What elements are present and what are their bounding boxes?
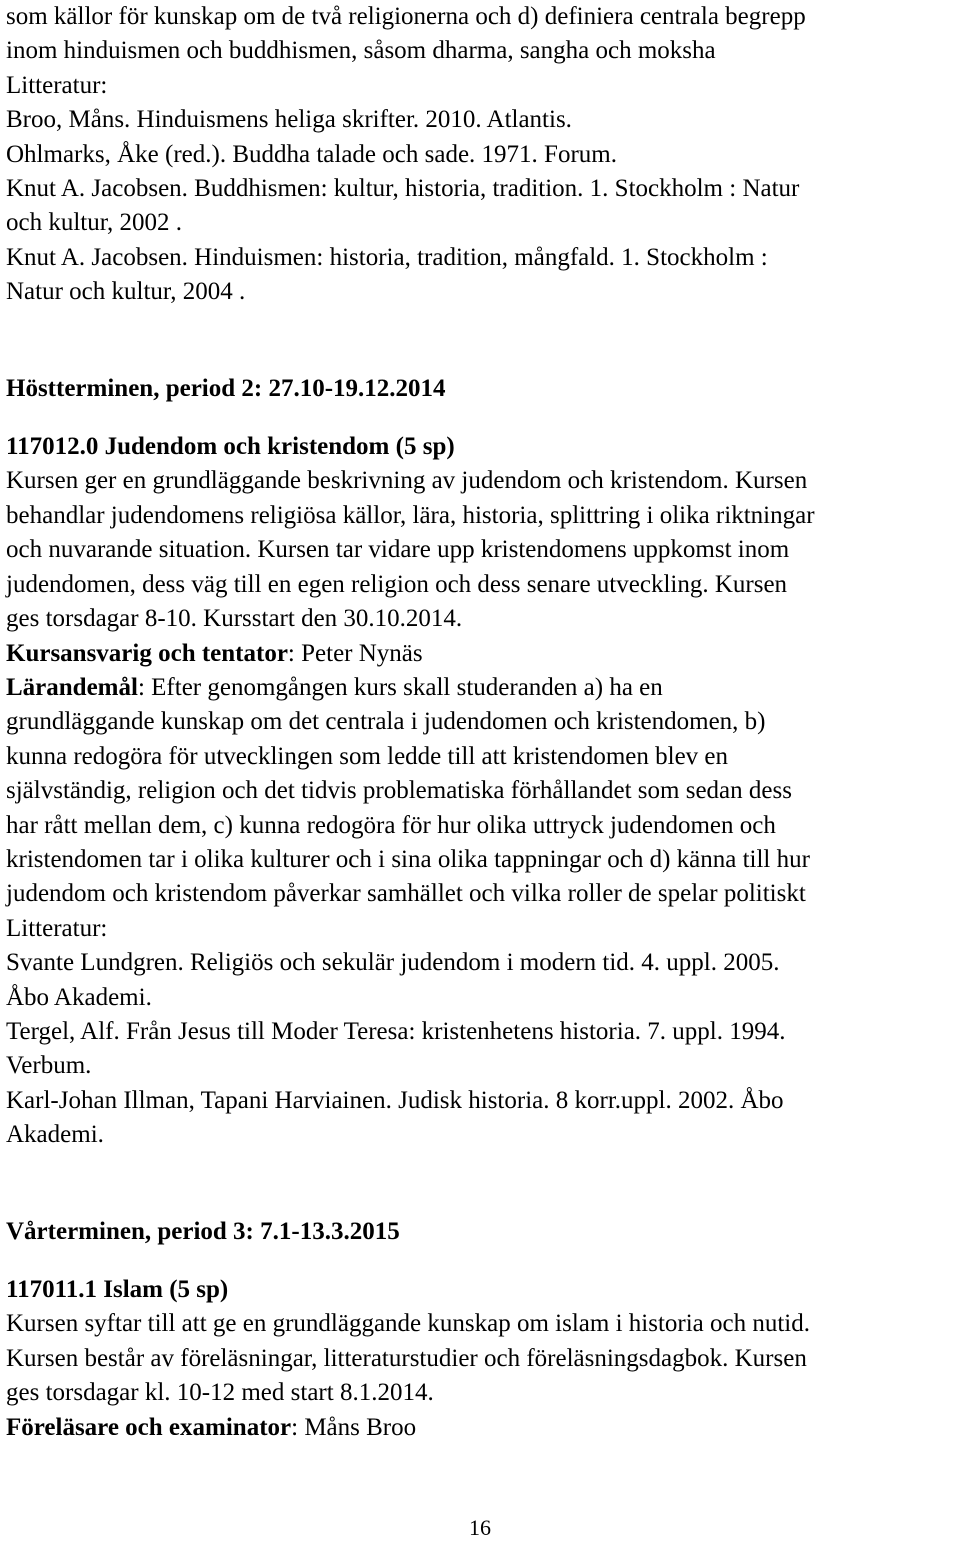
literature-item: Åbo Akademi.	[6, 983, 152, 1011]
text-line: judendomen, dess väg till en egen religion och dess senare utveckling. Kursen	[6, 570, 788, 598]
course-title: 117012.0 Judendom och kristendom (5 sp)	[6, 433, 455, 461]
literature-item: Knut A. Jacobsen. Buddhismen: kultur, historia, tradition. 1. Stockholm : Natur	[6, 175, 800, 203]
literature-list	[6, 103, 956, 309]
responsible-name: : Peter Nynäs	[287, 639, 423, 667]
text-line: grundläggande kunskap om det centrala i judendomen och kristendomen, b)	[6, 708, 766, 736]
course-description	[6, 464, 956, 636]
page-content	[6, 0, 956, 1445]
autumn-section	[6, 372, 956, 1153]
text-line: som källor för kunskap om de två religionerna och d) definiera centrala begrepp	[6, 3, 806, 30]
literature-item: och kultur, 2002 .	[6, 209, 183, 237]
literature-item: Tergel, Alf. Från Jesus till Moder Teresa: kristenhetens historia. 7. uppl. 1994.	[6, 1017, 786, 1045]
text-line: och nuvarande situation. Kursen tar vidare upp kristendomens uppkomst inom	[6, 536, 790, 564]
text-line: judendom och kristendom påverkar samhället och vilka roller de spelar politiskt	[6, 880, 806, 908]
learning-goals	[6, 671, 956, 912]
literature-heading: Litteratur:	[6, 914, 108, 942]
period-heading: Höstterminen, period 2: 27.10-19.12.2014	[6, 374, 446, 402]
text-line: ges torsdagar kl. 10-12 med start 8.1.2014.	[6, 1379, 434, 1407]
text-line: inom hinduismen och buddhismen, såsom dharma, sangha och moksha	[6, 37, 716, 65]
text-line: har rått mellan dem, c) kunna redogöra för hur olika uttryck judendomen och	[6, 811, 776, 839]
literature-item: Svante Lundgren. Religiös och sekulär judendom i modern tid. 4. uppl. 2005.	[6, 949, 780, 977]
text-line: behandlar judendomens religiösa källor, lära, historia, splittring i olika riktningar	[6, 501, 815, 529]
responsible-label: Kursansvarig och tentator	[6, 639, 288, 667]
literature-item: Verbum.	[6, 1052, 92, 1080]
literature-list	[6, 946, 956, 1152]
literature-heading: Litteratur:	[6, 71, 108, 99]
intro-section	[6, 0, 956, 310]
course-lecturer	[6, 1411, 956, 1445]
period-heading: Vårterminen, period 3: 7.1-13.3.2015	[6, 1217, 400, 1245]
lecturer-name: : Måns Broo	[291, 1413, 417, 1441]
text-line: självständig, religion och det tidvis problematiska förhållandet som sedan dess	[6, 777, 792, 805]
goals-intro: : Efter genomgången kurs skall studeranden a) ha en	[137, 673, 663, 701]
literature-item: Akademi.	[6, 1121, 104, 1149]
spacer	[6, 1153, 956, 1215]
lecturer-label: Föreläsare och examinator	[6, 1413, 292, 1441]
literature-item: Knut A. Jacobsen. Hinduismen: historia, tradition, mångfald. 1. Stockholm :	[6, 243, 768, 271]
text-line: kunna redogöra för utvecklingen som ledde till att kristendomen blev en	[6, 742, 729, 770]
literature-item: Natur och kultur, 2004 .	[6, 278, 246, 306]
text-line: Kursen ger en grundläggande beskrivning av judendom och kristendom. Kursen	[6, 467, 808, 495]
text-line: Kursen syftar till att ge en grundläggande kunskap om islam i historia och nutid.	[6, 1310, 811, 1338]
text-line: Kursen består av föreläsningar, litteraturstudier och föreläsningsdagbok. Kursen	[6, 1344, 807, 1372]
text-line: kristendomen tar i olika kulturer och i sina olika tappningar och d) känna till hur	[6, 845, 810, 873]
literature-item: Ohlmarks, Åke (red.). Buddha talade och sade. 1971. Forum.	[6, 140, 617, 168]
intro-text	[6, 0, 956, 69]
spacer	[6, 1249, 956, 1273]
literature-item: Karl-Johan Illman, Tapani Harviainen. Judisk historia. 8 korr.uppl. 2002. Åbo	[6, 1086, 784, 1114]
course-title: 117011.1 Islam (5 sp)	[6, 1276, 229, 1303]
page-number: 16	[469, 1515, 491, 1540]
course-responsible	[6, 637, 956, 671]
spacer	[6, 406, 956, 430]
literature-item: Broo, Måns. Hinduismens heliga skrifter. 2010. Atlantis.	[6, 106, 572, 134]
text-line	[6, 671, 956, 705]
course-description	[6, 1307, 956, 1410]
spring-section	[6, 1215, 956, 1445]
spacer	[6, 310, 956, 372]
goals-label: Lärandemål	[6, 673, 138, 701]
text-line: ges torsdagar 8-10. Kursstart den 30.10.2014.	[6, 605, 463, 633]
